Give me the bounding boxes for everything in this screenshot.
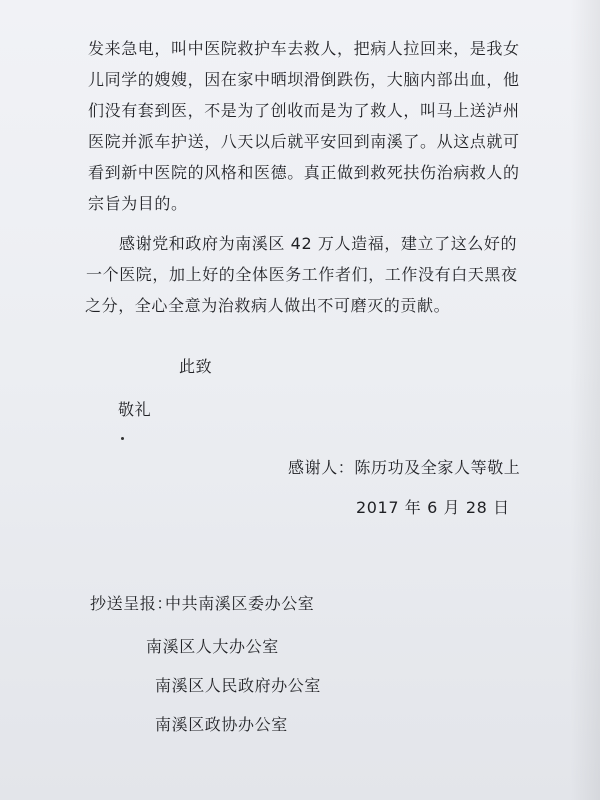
paragraph1-line: 看到新中医院的风格和医德。真正做到救死扶伤治病救人的 [88, 163, 520, 182]
paragraph1-line: 发来急电，叫中医院救护车去救人，把病人拉回来，是我女 [88, 39, 520, 58]
paragraph1-line: 医院并派车护送，八天以后就平安回到南溪了。从这点就可 [88, 132, 520, 151]
cc-label: 抄送呈报： [90, 594, 174, 613]
paragraph2-line: 一个医院，加上好的全体医务工作者们，工作没有白天黑夜 [86, 265, 518, 284]
paragraph1-line: 儿同学的嫂嫂，因在家中晒坝滑倒跌伤，大脑内部出血，他 [88, 70, 520, 89]
closing-jingli: 敬礼 [118, 400, 152, 419]
paragraph1-line: 宗旨为目的。 [88, 194, 188, 213]
cc-recipient: 中共南溪区委办公室 [165, 594, 315, 613]
closing-zhici: 此致 [179, 357, 213, 376]
signature: 感谢人：陈历功及全家人等敬上 [288, 458, 521, 477]
ink-mark [121, 437, 124, 440]
paragraph2-line: 感谢党和政府为南溪区 42 万人造福，建立了这么好的 [119, 234, 518, 253]
date: 2017 年 6 月 28 日 [356, 498, 510, 517]
paragraph1-line: 们没有套到医，不是为了创收而是为了救人，叫马上送泸州 [88, 101, 520, 120]
page-shadow [570, 0, 600, 800]
cc-recipient: 南溪区人大办公室 [146, 637, 279, 656]
cc-recipient: 南溪区人民政府办公室 [155, 676, 322, 695]
paragraph2-line: 之分，全心全意为治救病人做出不可磨灭的贡献。 [85, 296, 451, 315]
cc-recipient: 南溪区政协办公室 [155, 715, 288, 734]
